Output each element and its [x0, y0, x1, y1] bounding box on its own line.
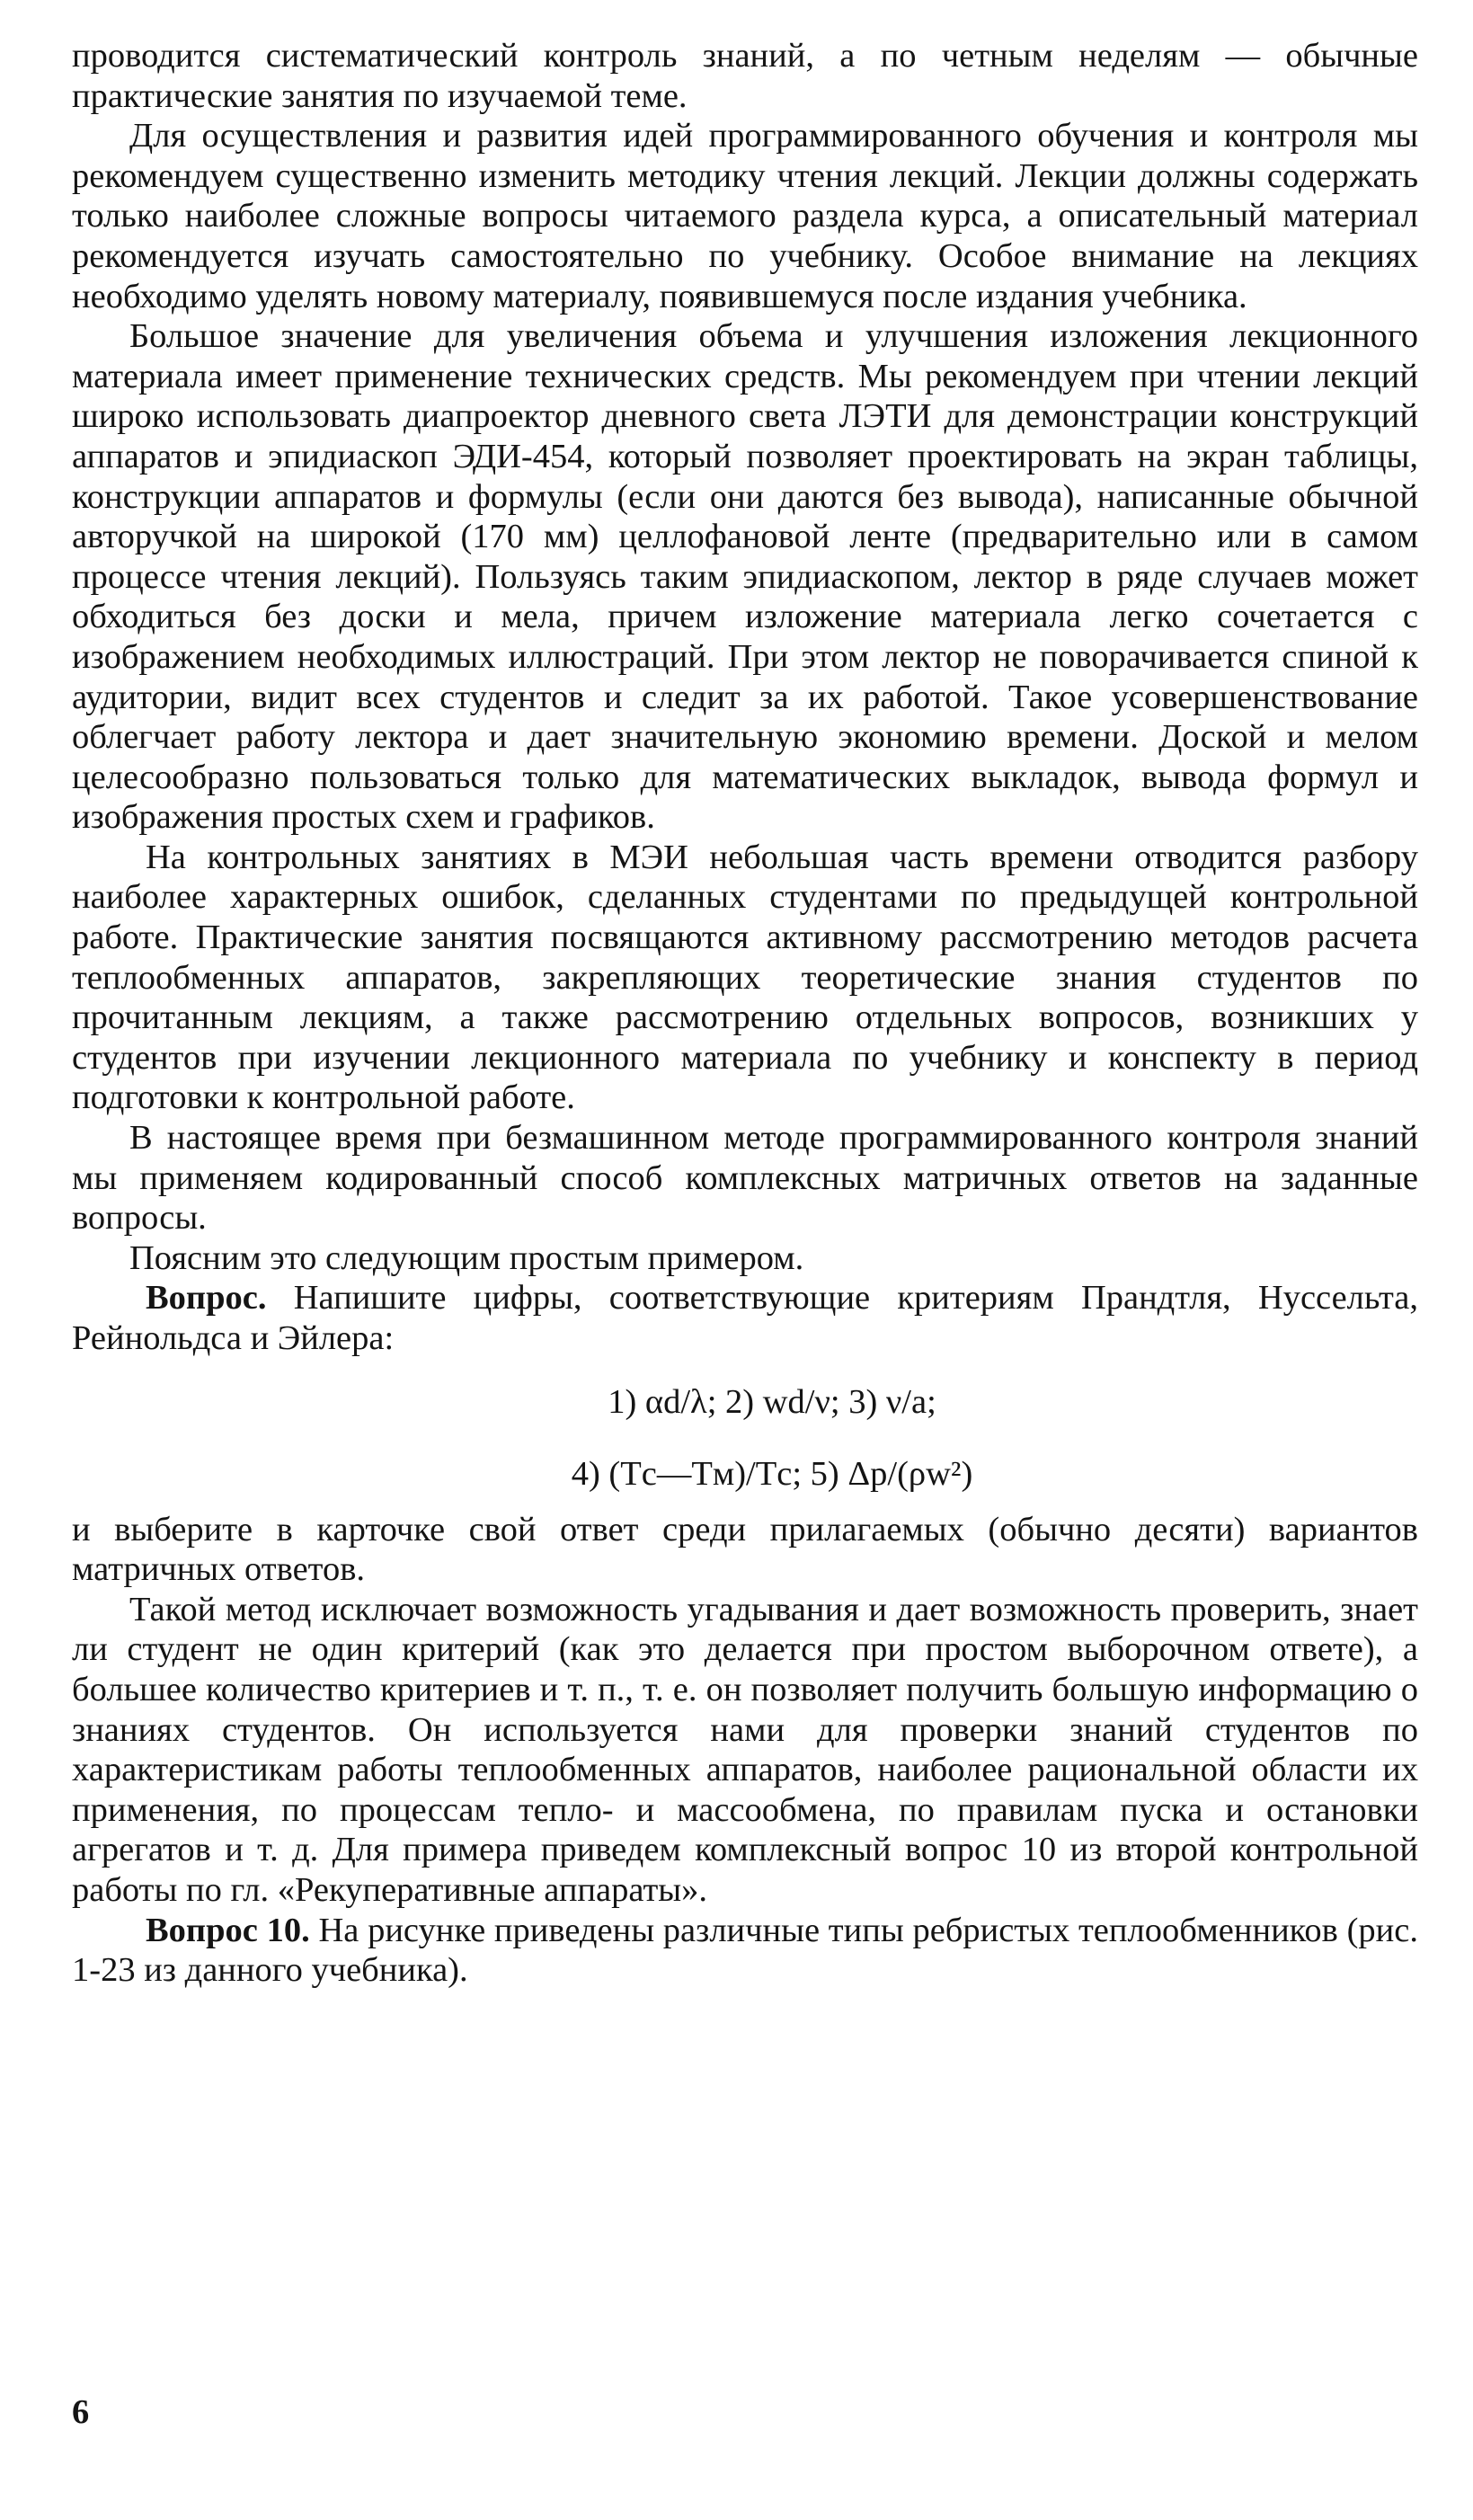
question-text: Напишите цифры, соответствующие критериям Прандтля, Нуссельта, Рейнольдса и Эйлера:: [72, 1279, 1418, 1357]
book-page: [72, 36, 1418, 2462]
question-10-label: Вопрос 10.: [146, 1911, 310, 1949]
paragraph-continuation: проводится систематический контроль знаний, а по четным неделям — обычные практические занятия по изучаемой теме.: [72, 37, 1418, 115]
formula-criteria-1-3: 1) αd/λ; 2) wd/ν; 3) ν/a;: [608, 1382, 936, 1421]
formula-line-1: [72, 1382, 1418, 1422]
question-10-text: На рисунке приведены различные типы ребристых теплообменников (рис. 1-23 из данного учебника).: [72, 1911, 1418, 1990]
paragraph-lecture-method: Для осуществления и развития идей программированного обучения и контроля мы рекомендуем существенно изменить методику чтения лекций. Лекции должны содержать только наиболее сложные вопросы читаемого раздела курса, а описательный материал рекомендуется изучать самостоятельно по учебнику. Особое внимание на лекциях необходимо уделять новому материалу, появившемуся после издания учебника.: [72, 117, 1418, 315]
formula-criteria-4-5: 4) (Tс—Tм)/Tс; 5) Δp/(ρw²): [571, 1454, 973, 1493]
formula-line-2: [72, 1454, 1418, 1494]
paragraph-select-answer: и выберите в карточке свой ответ среди прилагаемых (обычно десяти) вариантов матричных ответов.: [72, 1510, 1418, 1589]
page-number: 6: [72, 2393, 90, 2431]
question-criteria: [72, 1278, 1418, 1358]
paragraph-technical-means: Большое значение для увеличения объема и улучшения изложения лекционного материала имеет применение технических средств. Мы рекомендуем при чтении лекций широко использовать диапроектор дневного света ЛЭТИ для демонстрации конструкций аппаратов и эпидиаскоп ЭДИ-454, который позволяет проектировать на экран таблицы, конструкции аппаратов и формулы (если они даются без вывода), написанные обычной авторучкой на широкой (170 мм) целлофановой ленте (предварительно или в самом процессе чтения лекций). Пользуясь таким эпидиаскопом, лектор в ряде случаев может обходиться без доски и мела, причем изложение материала легко сочетается с изображением необходимых иллюстраций. При этом лектор не поворачивается спиной к аудитории, видит всех студентов и следит за их работой. Такое усовершенствование облегчает работу лектора и дает значительную экономию времени. Доской и мелом целесообразно пользоваться только для математических выкладок, вывода формул и изображения простых схем и графиков.: [72, 317, 1418, 837]
formula-block: [72, 1382, 1418, 1494]
paragraph-matrix-answers: В настоящее время при безмашинном методе программированного контроля знаний мы применяем кодированный способ комплексных матричных ответов на заданные вопросы.: [72, 1119, 1418, 1238]
paragraph-example-intro: Поясним это следующим простым примером.: [129, 1238, 804, 1277]
paragraph-control-sessions: На контрольных занятиях в МЭИ небольшая часть времени отводится разбору наиболее характерных ошибок, сделанных студентами по предыдущей контрольной работе. Практические занятия посвящаются активному рассмотрению методов расчета теплообменных аппаратов, закрепляющих теоретические знания студентов по прочитанным лекциям, а также рассмотрению отдельных вопросов, возникших у студентов при изучении лекционного материала по учебнику и конспекту в период подготовки к контрольной работе.: [72, 838, 1418, 1117]
paragraph-method-benefits: Такой метод исключает возможность угадывания и дает возможность проверить, знает ли студент не один критерий (как это делается при простом выборочном ответе), а большее количество критериев и т. п., т. е. он позволяет получить большую информацию о знаниях студентов. Он используется нами для проверки знаний студентов по характеристикам работы теплообменных аппаратов, наиболее рациональной области их применения, по процессам тепло- и массообмена, по правилам пуска и остановки агрегатов и т. д. Для примера приведем комплексный вопрос 10 из второй контрольной работы по гл. «Рекуперативные аппараты».: [72, 1590, 1418, 1909]
question-10: [72, 1911, 1418, 1991]
question-label: Вопрос.: [146, 1279, 267, 1318]
